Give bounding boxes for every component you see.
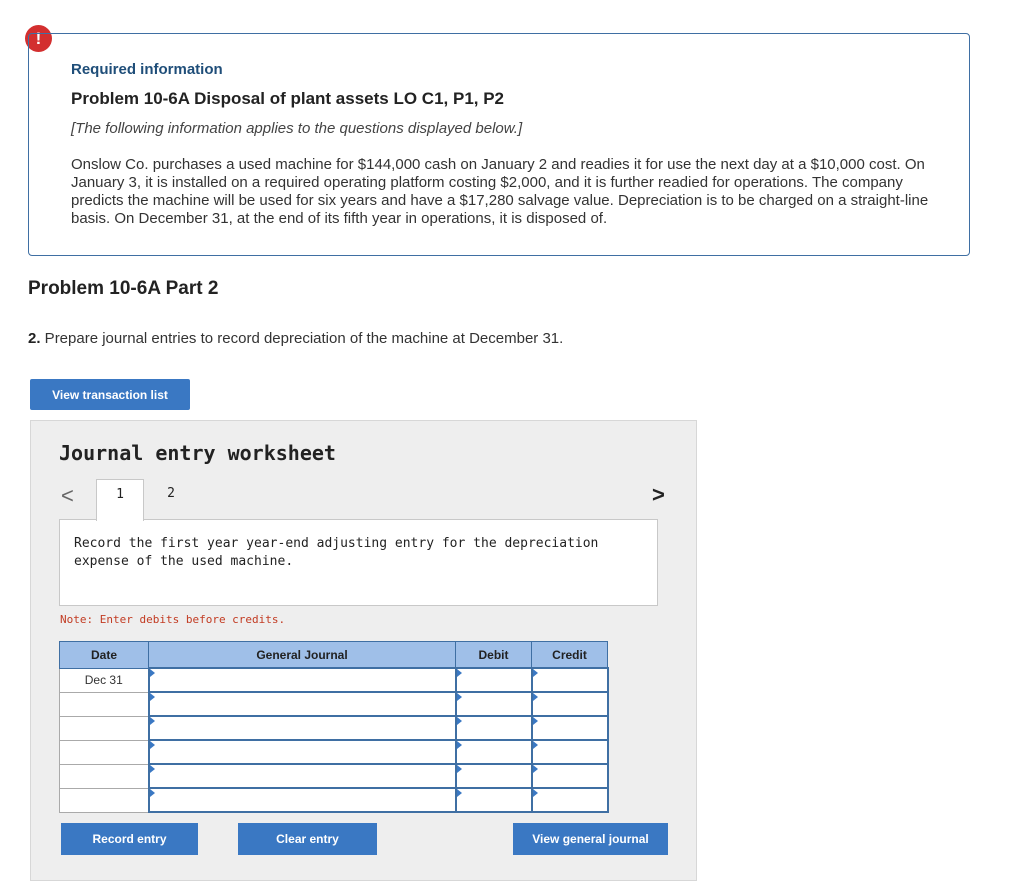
- date-cell: [60, 692, 149, 716]
- credit-input[interactable]: [532, 788, 608, 812]
- account-input[interactable]: [149, 668, 456, 692]
- required-info-label: Required information: [71, 61, 223, 78]
- debit-input[interactable]: [456, 764, 532, 788]
- instruction-text: Record the first year year-end adjusting entry for the depreciation expense of the used machine.: [74, 536, 599, 569]
- debit-input[interactable]: [456, 692, 532, 716]
- journal-entry-worksheet: [30, 420, 697, 881]
- debit-input[interactable]: [456, 740, 532, 764]
- journal-table: [59, 641, 609, 813]
- question-text: [28, 330, 563, 347]
- next-arrow-icon[interactable]: >: [652, 482, 665, 507]
- question-body: Prepare journal entries to record depreciation of the machine at December 31.: [40, 330, 564, 347]
- account-input[interactable]: [149, 788, 456, 812]
- date-cell: [60, 764, 149, 788]
- instruction-box: [59, 519, 658, 606]
- credit-column-header: Credit: [532, 642, 608, 669]
- prev-arrow-icon[interactable]: <: [61, 483, 74, 508]
- credit-input[interactable]: [532, 716, 608, 740]
- table-row: [60, 692, 608, 716]
- tab-2[interactable]: 2: [167, 486, 175, 501]
- problem-title: Problem 10-6A Disposal of plant assets LO C1, P1, P2: [71, 89, 505, 108]
- debit-input[interactable]: [456, 788, 532, 812]
- table-row: [60, 668, 608, 692]
- table-row: [60, 740, 608, 764]
- credit-input[interactable]: [532, 740, 608, 764]
- table-row: [60, 716, 608, 740]
- debit-credit-note: Note: Enter debits before credits.: [60, 613, 286, 626]
- debit-input[interactable]: [456, 668, 532, 692]
- date-cell: [60, 716, 149, 740]
- problem-description: Onslow Co. purchases a used machine for $144,000 cash on January 2 and readies it for use the next day at a $10,000 cost. On January 3, it is installed on a required operating platform costing $2,000, and it is further readied for operations. The company predicts the machine will be used for six years and have a $17,280 salvage value. Depreciation is to be charged on a straight-line basis. On December 31, at the end of its fifth year in operations, it is disposed of.: [71, 156, 929, 227]
- journal-header-row: [60, 642, 608, 669]
- credit-input[interactable]: [532, 764, 608, 788]
- table-row: [60, 788, 608, 812]
- part-title: Problem 10-6A Part 2: [28, 278, 219, 299]
- date-cell: [60, 788, 149, 812]
- alert-icon: !: [25, 25, 52, 52]
- record-entry-button[interactable]: Record entry: [61, 823, 198, 855]
- tab-1[interactable]: 1: [96, 479, 144, 521]
- account-input[interactable]: [149, 716, 456, 740]
- account-input[interactable]: [149, 740, 456, 764]
- credit-input[interactable]: [532, 692, 608, 716]
- account-input[interactable]: [149, 764, 456, 788]
- general-journal-column-header: General Journal: [149, 642, 456, 669]
- account-input[interactable]: [149, 692, 456, 716]
- debit-input[interactable]: [456, 716, 532, 740]
- table-row: [60, 764, 608, 788]
- credit-input[interactable]: [532, 668, 608, 692]
- view-general-journal-button[interactable]: View general journal: [513, 823, 668, 855]
- date-cell: [60, 740, 149, 764]
- debit-column-header: Debit: [456, 642, 532, 669]
- required-info-panel: [28, 33, 970, 256]
- view-transaction-list-button[interactable]: View transaction list: [30, 379, 190, 410]
- clear-entry-button[interactable]: Clear entry: [238, 823, 377, 855]
- worksheet-title: Journal entry worksheet: [59, 441, 336, 465]
- date-cell: Dec 31: [60, 668, 149, 692]
- question-number: 2.: [28, 330, 41, 347]
- applies-note: [The following information applies to the questions displayed below.]: [71, 120, 523, 137]
- date-column-header: Date: [60, 642, 149, 669]
